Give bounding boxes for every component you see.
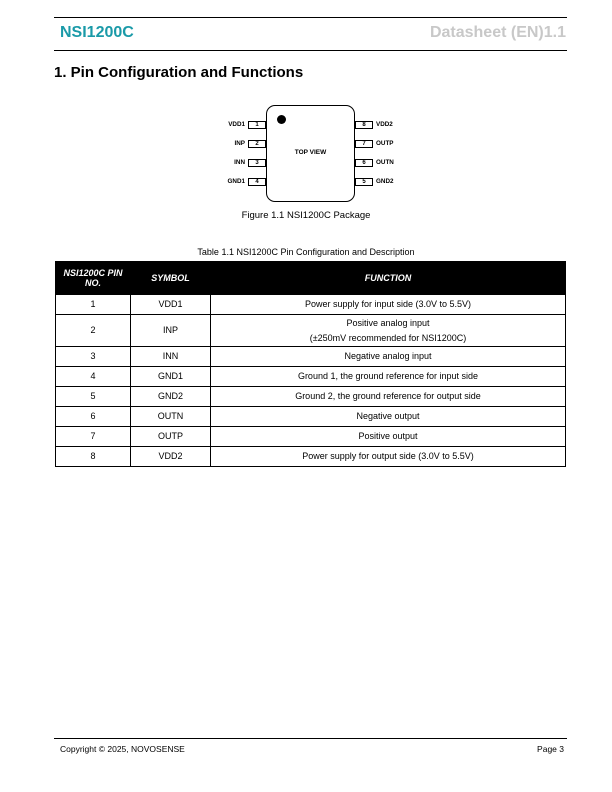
pin-1-label: VDD1 — [228, 121, 245, 128]
pin-4-box: 4 — [248, 178, 266, 186]
pin-3-box: 3 — [248, 159, 266, 167]
function-note: (±250mV recommended for NSI1200C) — [309, 332, 467, 343]
document-version: Datasheet (EN)1.1 — [429, 24, 566, 41]
table-row — [56, 315, 566, 347]
pin-function — [211, 427, 566, 447]
pin-symbol: VDD1 — [131, 295, 211, 315]
pin-number: 2 — [56, 315, 131, 347]
table-row — [56, 367, 566, 387]
copyright: Copyright © 2025, NOVOSENSE — [60, 744, 185, 754]
table-row — [56, 295, 566, 315]
col-pin-no: NSI1200C PIN NO. — [56, 262, 131, 295]
pin-8-box: 8 — [355, 121, 373, 129]
pin-6-label: OUTN — [376, 159, 394, 166]
pin-7-box: 7 — [355, 140, 373, 148]
pin-symbol: GND2 — [131, 387, 211, 407]
pin-function — [211, 387, 566, 407]
table-row — [56, 347, 566, 367]
function-text: Positive output — [358, 431, 418, 441]
pin-symbol: INN — [131, 347, 211, 367]
pin-number: 4 — [56, 367, 131, 387]
table-caption: Table 1.1 NSI1200C Pin Configuration and Description — [197, 247, 415, 257]
function-text: Negative analog input — [344, 351, 432, 361]
pin-4-label: GND1 — [227, 178, 245, 185]
pin-function — [211, 447, 566, 467]
pin-table — [55, 261, 566, 467]
pin-2-box: 2 — [248, 140, 266, 148]
pin-2-label: INP — [234, 140, 245, 147]
function-text: Negative output — [356, 411, 420, 421]
pin-symbol: OUTN — [131, 407, 211, 427]
function-text: Ground 2, the ground reference for output side — [295, 391, 481, 401]
table-row — [56, 407, 566, 427]
pin-6-box: 6 — [355, 159, 373, 167]
pin-function — [211, 347, 566, 367]
package-body — [266, 105, 355, 202]
pin-8-label: VDD2 — [376, 121, 393, 128]
pin-symbol: GND1 — [131, 367, 211, 387]
pin-function — [211, 407, 566, 427]
header-top-rule — [54, 17, 567, 18]
pin1-marker — [277, 115, 286, 124]
table-row — [56, 447, 566, 467]
table-row — [56, 427, 566, 447]
pin-5-label: GND2 — [376, 178, 394, 185]
pin-3-label: INN — [234, 159, 245, 166]
header-bottom-rule — [54, 50, 567, 51]
pin-symbol: INP — [131, 315, 211, 347]
pin-symbol: VDD2 — [131, 447, 211, 467]
product-name: NSI1200C — [60, 24, 134, 41]
pin-number: 1 — [56, 295, 131, 315]
pin-number: 5 — [56, 387, 131, 407]
col-function: FUNCTION — [211, 262, 566, 295]
function-text: Power supply for output side (3.0V to 5.5V) — [302, 451, 474, 461]
pin-number: 8 — [56, 447, 131, 467]
figure-caption: Figure 1.1 NSI1200C Package — [241, 210, 371, 221]
function-text: Ground 1, the ground reference for input side — [297, 371, 479, 381]
pin-number: 6 — [56, 407, 131, 427]
pin-1-box: 1 — [248, 121, 266, 129]
pin-5-box: 5 — [355, 178, 373, 186]
function-text: Positive analog input — [346, 317, 430, 328]
pin-number: 7 — [56, 427, 131, 447]
pin-function — [211, 315, 566, 347]
pin-number: 3 — [56, 347, 131, 367]
pin-function — [211, 367, 566, 387]
section-title: 1. Pin Configuration and Functions — [54, 64, 304, 81]
top-view-label: TOP VIEW — [294, 149, 327, 156]
pin-7-label: OUTP — [376, 140, 394, 147]
function-text: Power supply for input side (3.0V to 5.5V) — [304, 299, 472, 309]
col-symbol: SYMBOL — [131, 262, 211, 295]
pin-symbol: OUTP — [131, 427, 211, 447]
pin-function — [211, 295, 566, 315]
page-number: Page 3 — [537, 744, 564, 754]
table-row — [56, 387, 566, 407]
footer-rule — [54, 738, 567, 739]
